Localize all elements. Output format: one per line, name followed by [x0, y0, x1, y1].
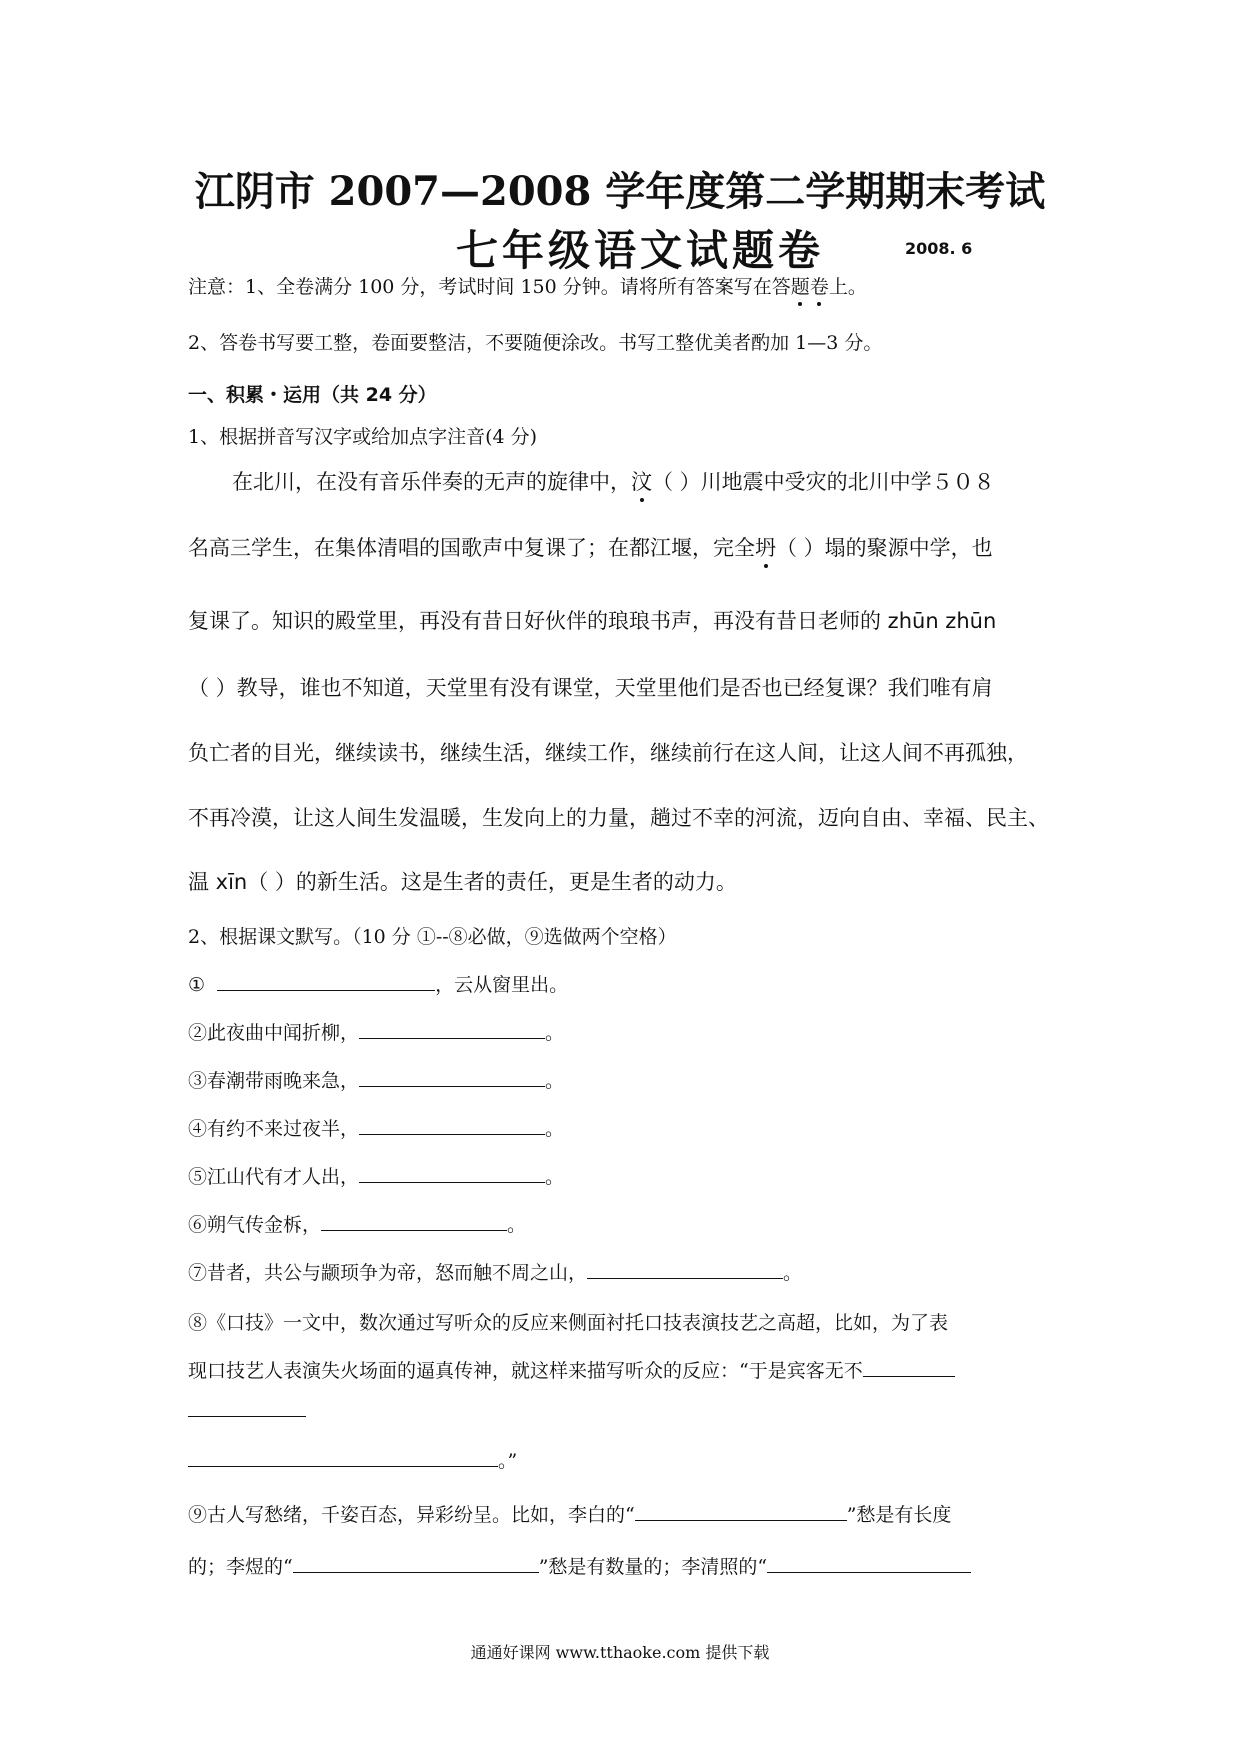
note-line-2: 2、答卷书写要工整，卷面要整洁，不要随便涂改。书写工整优美者酌加 1—3 分。 [188, 332, 883, 354]
item-text: ，云从窗里出。 [435, 974, 569, 996]
item-period: 。 [783, 1262, 803, 1284]
answer-blank[interactable] [293, 1552, 539, 1573]
passage-line-6: 不再冷漠，让这人间生发温暖，生发向上的力量，趟过不幸的河流，迈向自由、幸福、民主、 [188, 806, 1049, 830]
answer-blank[interactable] [587, 1258, 783, 1279]
passage-line-7: 温 xīn（ ）的新生活。这是生者的责任，更是生者的动力。 [188, 870, 737, 894]
dotted-char: 坍 [755, 536, 776, 560]
recitation-item-5 [188, 1162, 564, 1189]
item-end: 。” [498, 1450, 518, 1472]
answer-blank[interactable] [359, 1162, 545, 1183]
page-footer: 通通好课网 www.tthaoke.com 提供下载 [470, 1643, 770, 1662]
note-1-suffix: 上。 [828, 276, 867, 298]
passage-line-4: （ ）教导，谁也不知道，天堂里有没有课堂，天堂里他们是否也已经复课？我们唯有肩 [188, 676, 993, 700]
item-text: ”愁是有长度 [846, 1504, 952, 1526]
item-text: ⑤江山代有才人出， [188, 1166, 360, 1188]
recitation-item-3 [188, 1066, 564, 1093]
recitation-item-2 [188, 1018, 564, 1045]
item-text: 的；李煜的“ [188, 1556, 293, 1578]
recitation-item-7 [188, 1258, 802, 1285]
recitation-item-9-line-2 [188, 1552, 971, 1579]
item-text: 现口技艺人表演失火场面的逼真传神，就这样来描写听众的反应：“于是宾客无不 [188, 1360, 863, 1382]
item-period: 。 [545, 1070, 565, 1092]
answer-blank[interactable] [635, 1500, 847, 1521]
item-text: ②此夜曲中闻折柳， [188, 1022, 360, 1044]
recitation-item-8-line-1: ⑧《口技》一文中，数次通过写听众的反应来侧面衬托口技表演技艺之高超，比如，为了表 [188, 1312, 949, 1334]
exam-date: 2008. 6 [905, 239, 973, 258]
passage-line-1 [232, 466, 995, 496]
passage-line-3: 复课了。知识的殿堂里，再没有昔日好伙伴的琅琅书声，再没有昔日老师的 zhūn zhūn [188, 609, 997, 633]
item-period: 。 [545, 1022, 565, 1044]
item-text: ⑦昔者，共公与颛顼争为帝，怒而触不周之山， [188, 1262, 588, 1284]
answer-blank[interactable] [863, 1356, 955, 1377]
answer-blank[interactable] [359, 1066, 545, 1087]
passage-text: （ ）塌的聚源中学，也 [776, 536, 993, 560]
note-1-char: 答 [771, 276, 791, 298]
answer-blank[interactable] [217, 970, 435, 991]
item-text: ⑥朔气传金柝， [188, 1214, 322, 1236]
answer-blank[interactable] [359, 1114, 545, 1135]
item-text: ③春潮带雨晚来急， [188, 1070, 360, 1092]
recitation-item-1 [188, 970, 568, 997]
item-number: ① [188, 974, 206, 996]
answer-blank[interactable] [188, 1446, 498, 1467]
item-period: 。 [545, 1166, 565, 1188]
item-text: ⑨古人写愁绪，千姿百态，异彩纷呈。比如，李白的“ [188, 1504, 635, 1526]
passage-text: 名高三学生，在集体清唱的国歌声中复课了；在都江堰，完全 [188, 536, 755, 560]
item-text: ④有约不来过夜半， [188, 1118, 360, 1140]
recitation-item-8-line-2 [188, 1356, 955, 1383]
answer-blank[interactable] [188, 1396, 306, 1417]
note-1-text: 注意：1、全卷满分 100 分，考试时间 150 分钟。请将所有答案写在 [188, 276, 772, 298]
section-1-heading: 一、积累・运用（共 24 分） [188, 384, 437, 406]
item-period: 。 [507, 1214, 527, 1236]
passage-text: 在北川，在没有音乐伴奏的无声的旋律中， [232, 470, 631, 494]
answer-blank[interactable] [359, 1018, 545, 1039]
item-text: ”愁是有数量的；李清照的“ [538, 1556, 768, 1578]
item-period: 。 [545, 1118, 565, 1140]
passage-text: （ ）川地震中受灾的北川中学５０８ [652, 470, 995, 494]
answer-blank[interactable] [767, 1552, 971, 1573]
recitation-item-8-line-3 [188, 1396, 306, 1421]
recitation-item-4 [188, 1114, 564, 1141]
recitation-item-8-line-4 [188, 1446, 517, 1473]
answer-blank[interactable] [321, 1210, 507, 1231]
recitation-item-9-line-1 [188, 1500, 951, 1527]
note-1-dotted-char: 卷 [809, 276, 829, 298]
question-1-prompt: 1、根据拼音写汉字或给加点字注音(4 分) [188, 426, 538, 448]
exam-title: 江阴市 2007—2008 学年度第二学期期末考试 [194, 168, 1046, 215]
passage-line-5: 负亡者的目光，继续读书，继续生活，继续工作，继续前行在这人间，让这人间不再孤独， [188, 741, 1028, 765]
note-1-dotted-char: 题 [790, 276, 810, 298]
note-line-1 [188, 272, 867, 299]
exam-subtitle: 七年级语文试题卷 [456, 226, 825, 275]
question-2-prompt: 2、根据课文默写。（10 分 ①--⑧必做，⑨选做两个空格） [188, 926, 677, 948]
dotted-char: 汶 [631, 470, 652, 494]
recitation-item-6 [188, 1210, 526, 1237]
passage-line-2 [188, 532, 993, 562]
